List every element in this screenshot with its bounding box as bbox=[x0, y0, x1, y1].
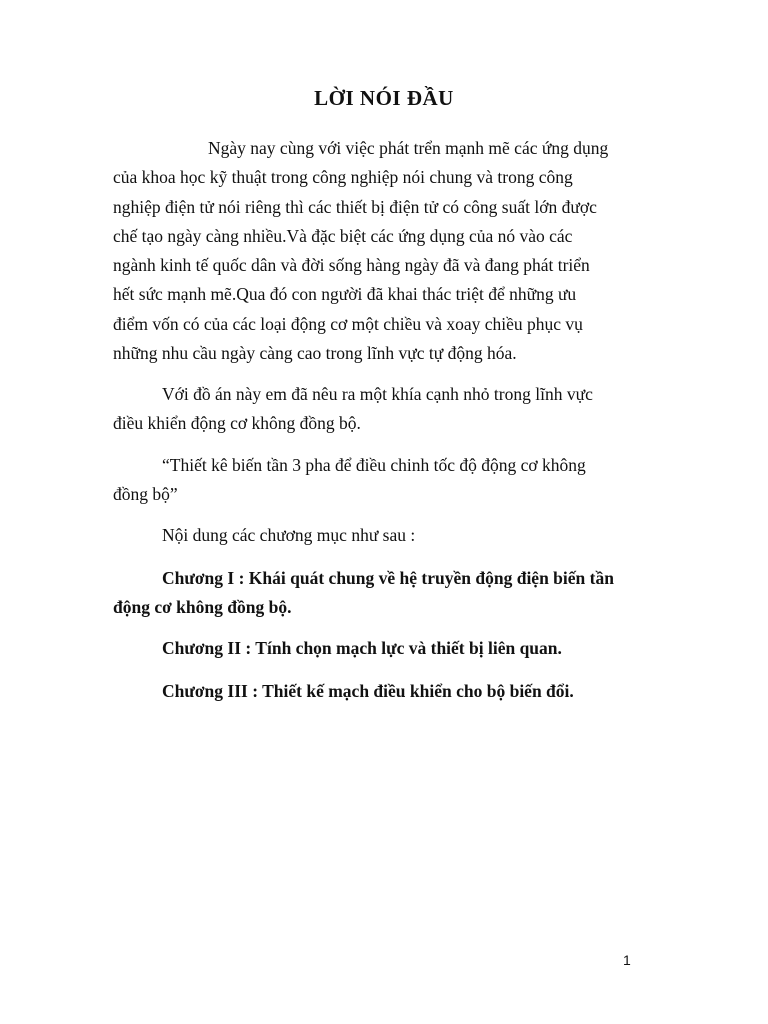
paragraph-line: nghiệp điện tử nói riêng thì các thiết bị điện tử có công suất lớn được bbox=[113, 196, 597, 217]
paragraph-line: những nhu cầu ngày càng cao trong lĩnh vực tự động hóa. bbox=[113, 343, 517, 364]
intro-paragraph bbox=[113, 134, 633, 368]
paragraph-line: hết sức mạnh mẽ.Qua đó con người đã khai thác triệt để những ưu bbox=[113, 284, 577, 305]
paragraph-line: Ngày nay cùng với việc phát trển mạnh mẽ các ứng dụng bbox=[208, 138, 609, 158]
chapter-1 bbox=[113, 564, 633, 623]
scope-paragraph bbox=[113, 380, 633, 439]
paragraph-line: Với đồ án này em đã nêu ra một khía cạnh nhỏ trong lĩnh vực bbox=[162, 384, 593, 404]
paragraph-line: ngành kinh tế quốc dân và đời sống hàng ngày đã và đang phát triển bbox=[113, 255, 590, 276]
paragraph-line: động cơ không đồng bộ. bbox=[113, 597, 292, 618]
paragraph-line: Nội dung các chương mục như sau : bbox=[162, 525, 416, 545]
paragraph-line: điều khiển động cơ không đồng bộ. bbox=[113, 413, 361, 434]
page-title: LỜI NÓI ĐẦU bbox=[314, 86, 454, 110]
paragraph-line: Chương II : Tính chọn mạch lực và thiết bị liên quan. bbox=[162, 638, 562, 658]
project-title-quote bbox=[113, 451, 633, 510]
paragraph-line: điểm vốn có của các loại động cơ một chiều và xoay chiều phục vụ bbox=[113, 313, 583, 334]
page-number: 1 bbox=[623, 952, 631, 968]
paragraph-line: chế tạo ngày càng nhiều.Và đặc biệt các ứng dụng của nó vào các bbox=[113, 225, 573, 246]
paragraph-line: đồng bộ” bbox=[113, 484, 178, 505]
paragraph-line: “Thiết kê biến tần 3 pha để điều chinh tốc độ động cơ không bbox=[162, 455, 586, 475]
chapter-3 bbox=[113, 677, 633, 706]
contents-intro bbox=[113, 521, 633, 550]
paragraph-line: Chương I : Khái quát chung về hệ truyền động điện biến tần bbox=[162, 568, 614, 588]
paragraph-line: của khoa học kỹ thuật trong công nghiệp nói chung và trong công bbox=[113, 167, 573, 188]
chapter-2 bbox=[113, 634, 633, 663]
paragraph-line: Chương III : Thiết kế mạch điều khiển cho bộ biến đổi. bbox=[162, 681, 574, 701]
